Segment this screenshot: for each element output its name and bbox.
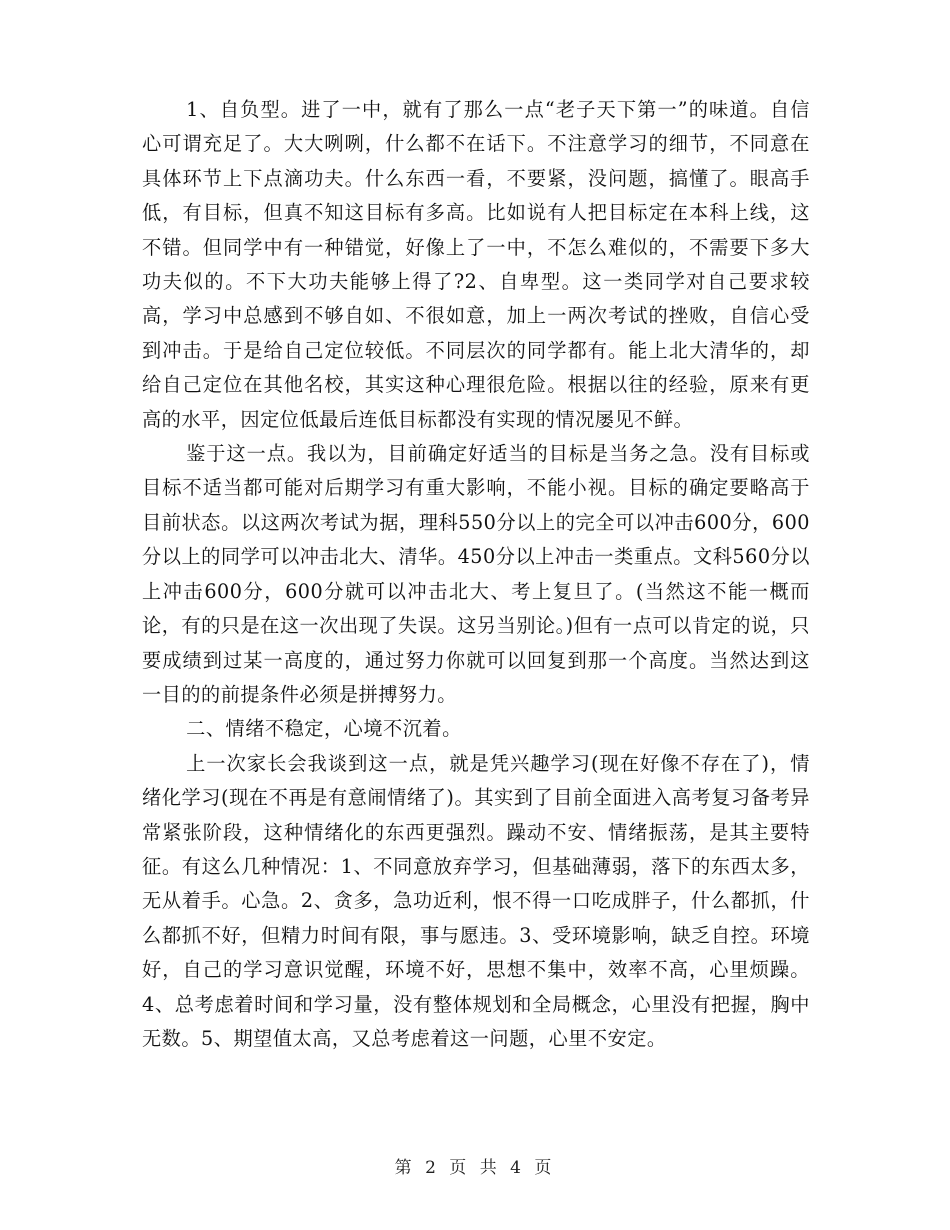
document-body [142,93,810,1056]
paragraph-self-types: 1、自负型。进了一中，就有了那么一点“老子天下第一”的味道。自信心可谓充足了。大大咧咧，什么都不在话下。不注意学习的细节，不同意在具体环节上下点滴功夫。什么东西一看，不要紧，没问题，搞懂了。眼高手低，有目标，但真不知这目标有多高。比如说有人把目标定在本科上线，这不错。但同学中有一种错觉，好像上了一中，不怎么难似的，不需要下多大功夫似的。不下大功夫能够上得了?2、自卑型。这一类同学对自己要求较高，学习中总感到不够自如、不很如意，加上一两次考试的挫败，自信心受到冲击。于是给自己定位较低。不同层次的同学都有。能上北大清华的，却给自己定位在其他名校，其实这种心理很危险。根据以往的经验，原来有更高的水平，因定位低最后连低目标都没有实现的情况屡见不鲜。 [142,98,810,431]
page-number-footer: 第 2 页 共 4 页 [394,1158,556,1178]
paragraph-goal-setting: 鉴于这一点。我以为，目前确定好适当的目标是当务之急。没有目标或目标不适当都可能对后期学习有重大影响，不能小视。目标的确定要略高于目前状态。以这两次考试为据，理科550分以上的完全可以冲击600分，600分以上的同学可以冲击北大、清华。450分以上冲击一类重点。文科560分以上冲击600分，600分就可以冲击北大、考上复旦了。(当然这不能一概而论，有的只是在这一次出现了失误。这另当别论。)但有一点可以肯定的说，只要成绩到过某一高度的，通过努力你就可以回复到那一个高度。当然达到这一目的的前提条件必须是拼搏努力。 [142,442,810,706]
section-heading-emotion: 二、情绪不稳定，心境不沉着。 [186,717,462,741]
paragraph-emotion-details: 上一次家长会我谈到这一点，就是凭兴趣学习(现在好像不存在了)，情绪化学习(现在不再是有意闹情绪了)。其实到了目前全面进入高考复习备考异常紧张阶段，这种情绪化的东西更强烈。躁动不安、情绪振荡，是其主要特征。有这么几种情况：1、不同意放弃学习，但基础薄弱，落下的东西太多，无从着手。心急。2、贪多，急功近利，恨不得一口吃成胖子，什么都抓，什么都抓不好，但精力时间有限，事与愿违。3、受环境影响，缺乏自控。环境好，自己的学习意识觉醒，环境不好，思想不集中，效率不高，心里烦躁。4、总考虑着时间和学习量，没有整体规划和全局概念，心里没有把握，胸中无数。5、期望值太高，又总考虑着这一问题，心里不安定。 [142,751,810,1050]
